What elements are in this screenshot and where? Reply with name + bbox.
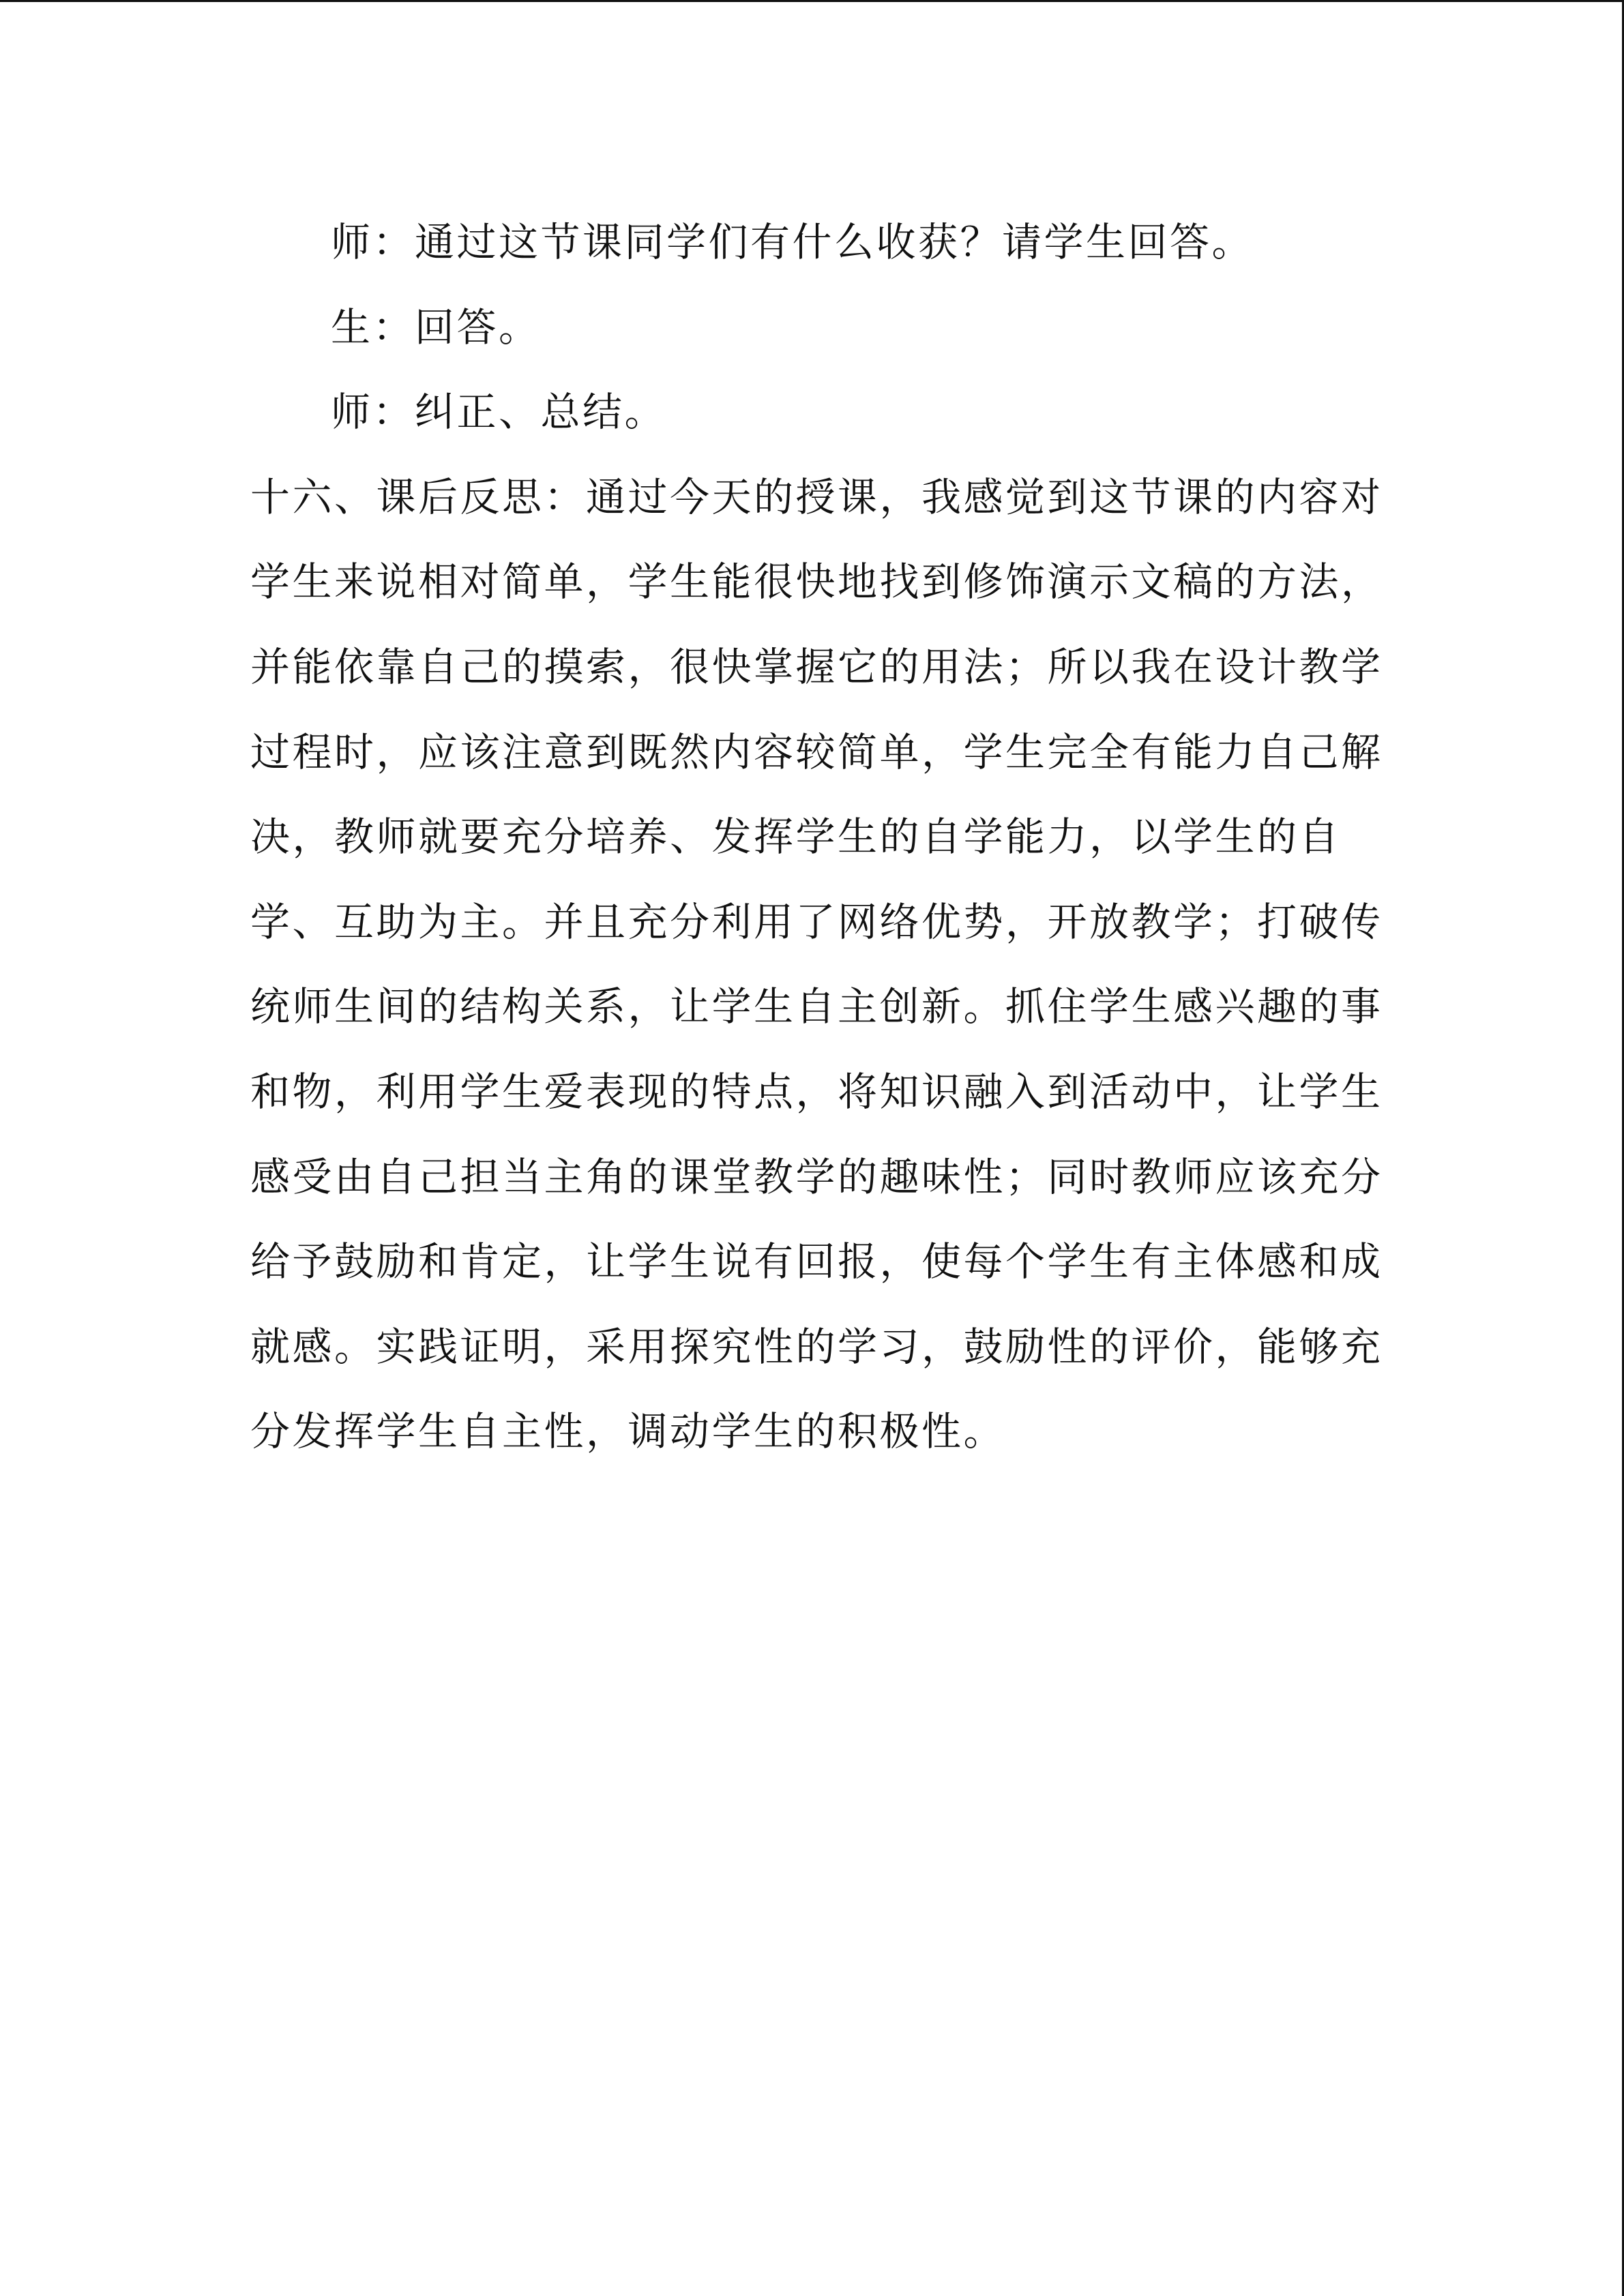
reflection-line: 过程时，应该注意到既然内容较简单，学生完全有能力自己解 bbox=[250, 728, 1383, 775]
dialogue-line-student-answer: 生：回答。 bbox=[331, 303, 541, 351]
reflection-line: 并能依靠自己的摸索，很快掌握它的用法；所以我在设计教学 bbox=[250, 643, 1383, 690]
reflection-line: 分发挥学生自主性，调动学生的积极性。 bbox=[250, 1408, 1006, 1455]
dialogue-line-teacher-question: 师：通过这节课同学们有什么收获？请学生回答。 bbox=[331, 219, 1254, 265]
reflection-line: 和物，利用学生爱表现的特点，将知识融入到活动中，让学生 bbox=[250, 1068, 1383, 1115]
reflection-line: 就感。实践证明，采用探究性的学习，鼓励性的评价，能够充 bbox=[250, 1323, 1383, 1370]
dialogue-line-teacher-summary: 师：纠正、总结。 bbox=[331, 389, 667, 436]
reflection-line: 给予鼓励和肯定，让学生说有回报，使每个学生有主体感和成 bbox=[250, 1238, 1383, 1285]
reflection-line: 统师生间的结构关系，让学生自主创新。抓住学生感兴趣的事 bbox=[250, 983, 1383, 1030]
reflection-line: 十六、课后反思：通过今天的授课，我感觉到这节课的内容对 bbox=[250, 473, 1383, 520]
reflection-line: 感受由自己担当主角的课堂教学的趣味性；同时教师应该充分 bbox=[250, 1153, 1383, 1200]
reflection-paragraph bbox=[250, 470, 1383, 1489]
reflection-line: 学生来说相对简单，学生能很快地找到修饰演示文稿的方法， bbox=[250, 558, 1383, 606]
reflection-line: 决，教师就要充分培养、发挥学生的自学能力，以学生的自 bbox=[250, 814, 1342, 861]
reflection-line: 学、互助为主。并且充分利用了网络优势，开放教学；打破传 bbox=[250, 898, 1383, 945]
page-content bbox=[250, 215, 1383, 1489]
